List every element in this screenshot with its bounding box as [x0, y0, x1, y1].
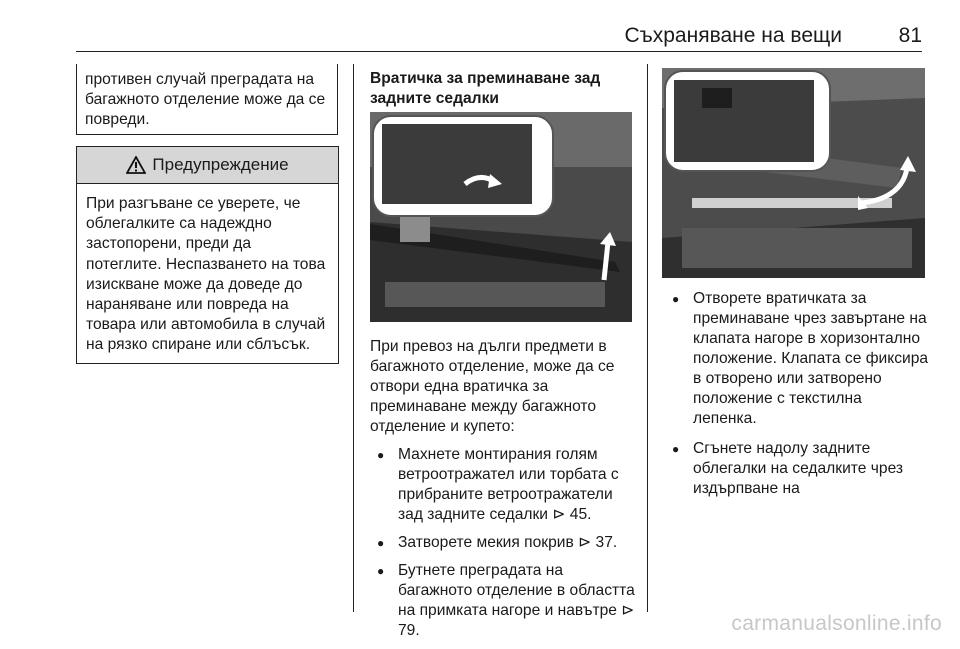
middle-column [370, 69, 638, 109]
section-title: Съхраняване на вещи [624, 24, 842, 47]
column-divider-left [353, 64, 354, 612]
column-divider-right [647, 64, 648, 612]
instruction-list [665, 289, 929, 499]
page-ref-icon: ⊳ [552, 506, 566, 523]
page-ref-link[interactable]: 79. [398, 622, 420, 639]
page-header [0, 0, 960, 50]
photo-passthrough-flap [370, 112, 632, 322]
page-ref-link[interactable]: 37. [595, 534, 618, 551]
photo-illustration [662, 68, 925, 278]
list-item: ● Махнете монтирания голям ветроотражател или торбата с прибраните ветроотражатели зад задните седалки ⊳ 45. [370, 445, 638, 525]
site-watermark: carmanualsonline.info [731, 612, 942, 635]
warning-header [77, 147, 338, 184]
list-item: ● Бутнете преградата на багажното отделение в областта на примката нагоре и навътре ⊳ 79. [370, 561, 638, 641]
warning-box [76, 146, 339, 364]
continued-text-box [76, 64, 338, 135]
page-ref-icon: ⊳ [578, 534, 592, 551]
page-ref-link[interactable]: 45. [569, 506, 592, 523]
list-item: ● Отворете вратичката за преминаване чрез завъртане на клапата нагоре в хоризонтално положение. Клапата се фиксира в отворено или затворено положение с текстилна лепенка. [665, 289, 929, 429]
intro-paragraph: При превоз на дълги предмети в багажното отделение, може да се отвори една вратичка за преминаване между багажното отделение и купето: [370, 338, 615, 435]
header-divider [76, 51, 922, 52]
page-number: 81 [898, 24, 922, 47]
instruction-list [370, 445, 638, 641]
page-ref-icon: ⊳ [621, 602, 635, 619]
warning-title: Предупреждение [152, 155, 289, 174]
section-heading: Вратичка за преминаване зад задните седалки [370, 70, 601, 107]
middle-body [370, 337, 638, 649]
right-body [665, 289, 929, 507]
intro-text: противен случай преградата на багажното отделение може да се повреди. [85, 71, 326, 128]
warning-text: При разгъване се уверете, че облегалките са надеждно застопорени, преди да потеглите. Неспазването на това изискване може да доведе до нараняване или повреда на товара или автомобила в случай на рязко спиране или сблъсък. [86, 195, 326, 354]
photo-illustration [370, 112, 632, 322]
list-item: ● Сгънете надолу задните облегалки на седалките чрез издърпване на [665, 439, 929, 499]
list-item: ● Затворете мекия покрив ⊳ 37. [370, 533, 638, 553]
warning-triangle-icon [126, 156, 146, 174]
photo-flap-rotation [662, 68, 925, 278]
